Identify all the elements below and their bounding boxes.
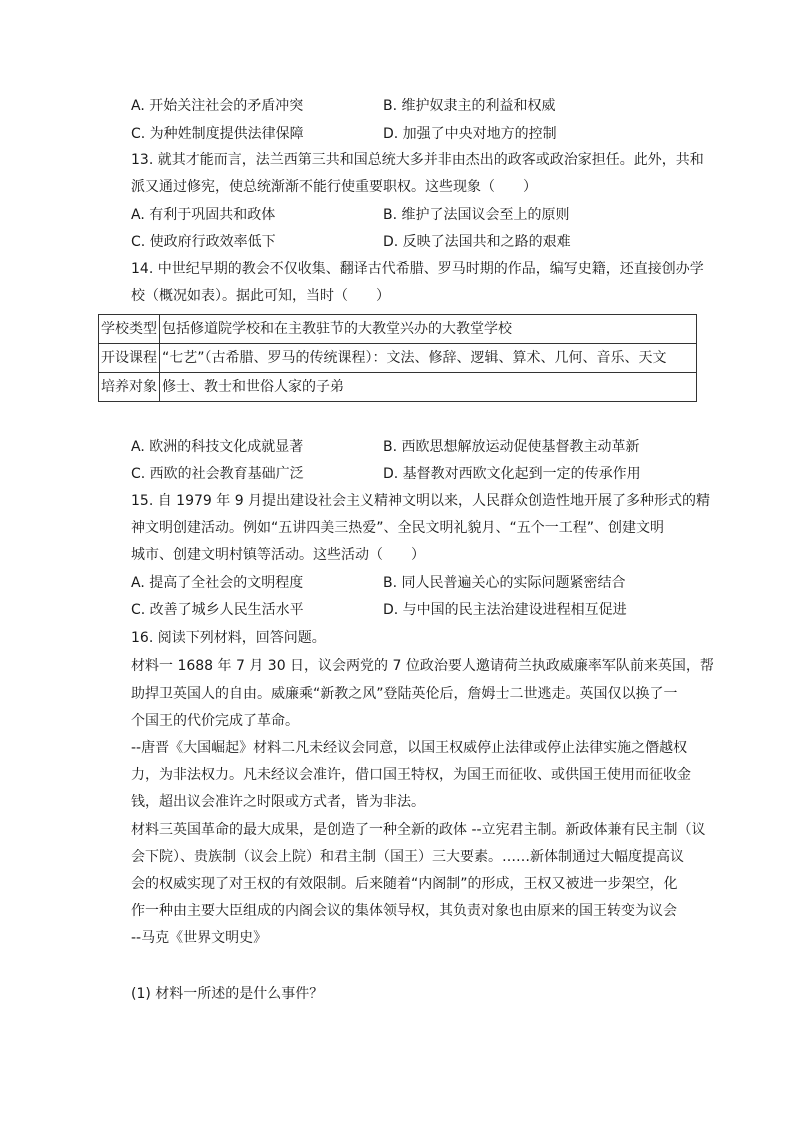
q16-material3-line2: 会下院）、贵族制（议会上院）和君主制（国王）三大要素。……新体制通过大幅度提高议 <box>131 849 684 865</box>
table-label-cell: 培养对象 <box>99 373 160 402</box>
table-row <box>99 315 697 344</box>
q12-option-c: C. 为种姓制度提供法律保障 <box>131 126 304 142</box>
q16-material1-line1: 材料一 1688 年 7 月 30 日，议会两党的 7 位政治要人邀请荷兰执政威廉率军队前来英国，帮 <box>131 658 714 674</box>
q16-material1-line2: 助捍卫英国人的自由。威廉乘“新教之风”登陆英伦后，詹姆士二世逃走。英国仅以换了一 <box>131 686 678 702</box>
q13-stem-line2: 派又通过修宪，使总统渐渐不能行使重要职权。这些现象（ ） <box>131 179 537 195</box>
q15-option-a: A. 提高了全社会的文明程度 <box>131 575 304 591</box>
q13-option-c: C. 使政府行政效率低下 <box>131 234 276 250</box>
q16-material3-source: --马克《世界文明史》 <box>131 930 268 946</box>
q14-stem-line2: 校（概况如表）。据此可知，当时（ ） <box>131 288 390 304</box>
table-row <box>99 373 697 402</box>
q16-material2-line2: 力，为非法权力。凡未经议会准许，借口国王特权，为国王而征收、或供国王使用而征收金 <box>131 767 691 783</box>
q15-option-b: B. 同人民普遍关心的实际问题紧密结合 <box>383 575 626 591</box>
school-info-table <box>98 314 697 402</box>
table-label-cell: 开设课程 <box>99 344 160 373</box>
table-value-cell: 包括修道院学校和在主教驻节的大教堂兴办的大教堂学校 <box>160 315 697 344</box>
q13-option-b: B. 维护了法国议会至上的原则 <box>383 207 570 223</box>
q14-option-c: C. 西欧的社会教育基础广泛 <box>131 466 304 482</box>
q13-option-a: A. 有利于巩固共和政体 <box>131 207 276 223</box>
q16-material3-line1: 材料三英国革命的最大成果，是创造了一种全新的政体 --立宪君主制。新政体兼有民主制（议 <box>131 822 706 838</box>
q16-material1-line3: 个国王的代价完成了革命。 <box>131 713 299 729</box>
q16-subquestion-1: (1) 材料一所述的是什么事件？ <box>131 986 324 1002</box>
q12-option-d: D. 加强了中央对地方的控制 <box>383 126 557 142</box>
q15-stem-line3: 城市、创建文明村镇等活动。这些活动（ ） <box>131 547 425 563</box>
q16-material2-line1: --唐晋《大国崛起》材料二凡未经议会同意，以国王权威停止法律或停止法律实施之僭越权 <box>131 740 688 756</box>
q13-option-d: D. 反映了法国共和之路的艰难 <box>383 234 571 250</box>
q13-stem-line1: 13. 就其才能而言，法兰西第三共和国总统大多并非由杰出的政客或政治家担任。此外，共和 <box>131 152 704 168</box>
q14-option-b: B. 西欧思想解放运动促使基督教主动革新 <box>383 439 640 455</box>
q16-material2-line3: 钱，超出议会准许之时限或方式者，皆为非法。 <box>131 794 425 810</box>
q14-option-d: D. 基督教对西欧文化起到一定的传承作用 <box>383 466 641 482</box>
table-value-cell: 修士、教士和世俗人家的子弟 <box>160 373 697 402</box>
q15-option-d: D. 与中国的民主法治建设进程相互促进 <box>383 602 627 618</box>
q14-stem-line1: 14. 中世纪早期的教会不仅收集、翻译古代希腊、罗马时期的作品，编写史籍，还直接创办学 <box>131 261 704 277</box>
table-label-cell: 学校类型 <box>99 315 160 344</box>
q15-stem-line2: 神文明创建活动。例如“五讲四美三热爱”、全民文明礼貌月、“五个一工程”、创建文明 <box>131 520 665 536</box>
q15-option-c: C. 改善了城乡人民生活水平 <box>131 602 304 618</box>
q14-option-a: A. 欧洲的科技文化成就显著 <box>131 439 304 455</box>
q16-material3-line4: 作一种由主要大臣组成的内阁会议的集体领导权，其负责对象也由原来的国王转变为议会 <box>131 903 677 919</box>
q16-stem: 16. 阅读下列材料，回答问题。 <box>131 630 326 646</box>
q16-material3-line3: 会的权威实现了对王权的有效限制。后来随着“内阁制”的形成，王权又被进一步架空，化 <box>131 876 678 892</box>
q12-option-a: A. 开始关注社会的矛盾冲突 <box>131 98 304 114</box>
q12-option-b: B. 维护奴隶主的利益和权威 <box>383 98 556 114</box>
table-value-cell: “七艺”（古希腊、罗马的传统课程）：文法、修辞、逻辑、算术、几何、音乐、天文 <box>160 344 697 373</box>
q15-stem-line1: 15. 自 1979 年 9 月提出建设社会主义精神文明以来，人民群众创造性地开展了多种形式的精 <box>131 493 711 509</box>
table-row <box>99 344 697 373</box>
